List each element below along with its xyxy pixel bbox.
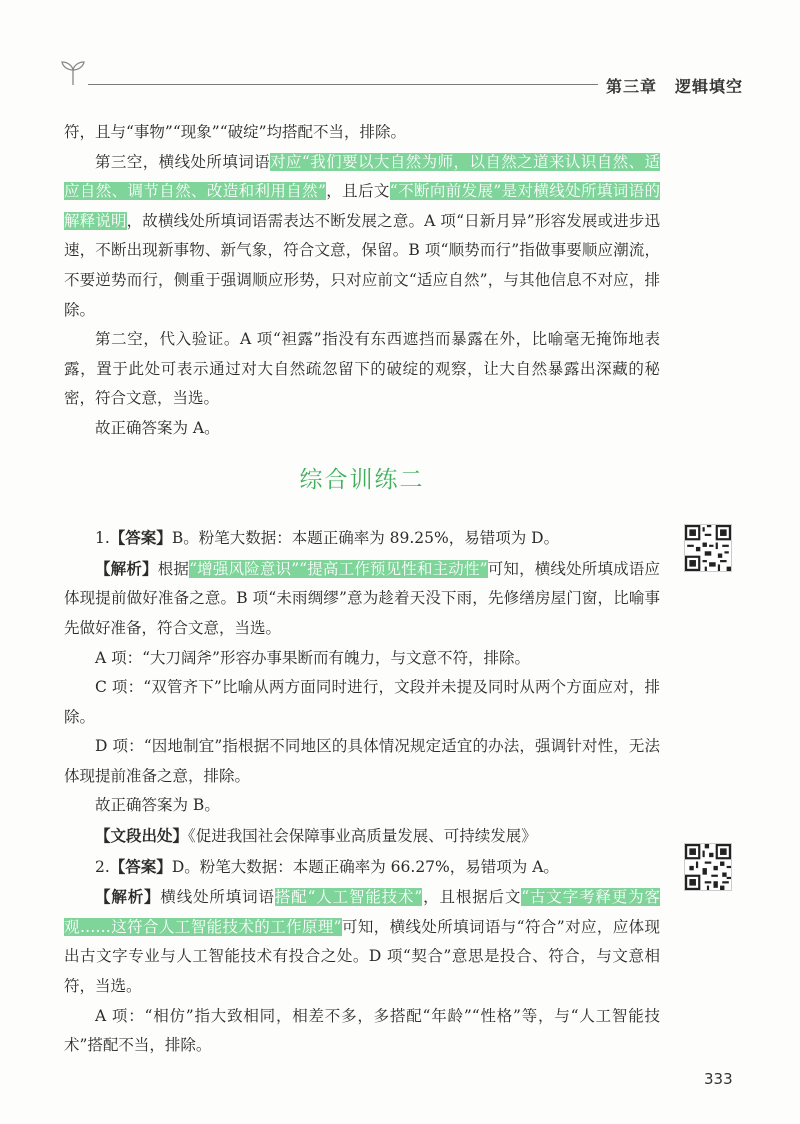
highlighted-text: “不断向前发展”是对横线处所填词语的解释说明 bbox=[64, 182, 660, 230]
paragraph-text: A 项：“相仿”指大致相同，相差不多，多搭配“年龄”“性格”等，与“人工智能技术”搭配不当，排除。 bbox=[64, 1006, 660, 1055]
option-analysis bbox=[64, 673, 660, 732]
paragraph-text: ，且根据后文 bbox=[422, 888, 522, 907]
paragraph-text: ，故横线处所填词语需表达不断发展之意。A 项“日新月异”形容发展或进步迅速，不断出现新事物、新气象，符合文意，保留。B 项“顺势而行”指做事要顺应潮流，不要逆势而行，侧重于强调顺应形势，只对应前文“适应自然”，与其他信息不对应，排除。 bbox=[64, 211, 660, 319]
page-content bbox=[64, 118, 660, 1061]
qr-code-icon[interactable] bbox=[684, 524, 732, 572]
highlighted-text: “古文字考释更为客观……这符合人工智能技术的工作原理” bbox=[64, 888, 660, 936]
page-number: 333 bbox=[704, 1070, 733, 1088]
paragraph-text: D 项：“因地制宜”指根据不同地区的具体情况规定适宜的办法，强调针对性，无法体现提前准备之意，排除。 bbox=[64, 737, 660, 785]
question-number: 2. bbox=[95, 857, 110, 876]
paragraph-text: C 项：“双管齐下”比喻从两方面同时进行，文段并未提及同时从两个方面应对，排除。 bbox=[64, 678, 660, 726]
answer-line bbox=[64, 523, 660, 554]
chapter-title bbox=[606, 74, 743, 97]
question-number: 1. bbox=[95, 529, 110, 548]
section-title: 综合训练二 bbox=[299, 466, 425, 493]
paragraph-text: 横线处所填词语 bbox=[160, 888, 275, 907]
option-analysis bbox=[64, 732, 660, 791]
analysis-paragraph bbox=[64, 554, 660, 644]
paragraph-text: A 项：“大刀阔斧”形容办事果断而有魄力，与文意不符，排除。 bbox=[95, 648, 530, 667]
answer-tag: 【答案】 bbox=[109, 856, 172, 876]
chapter-name: 逻辑填空 bbox=[675, 77, 744, 96]
source-tag: 【文段出处】 bbox=[95, 826, 189, 846]
paragraph-text: 可知，横线处所填成语应体现提前做好准备之意。B 项“未雨绸缪”意为趁着天没下雨，先修缮房屋门窗，比喻事先做好准备，符合文意，当选。 bbox=[64, 559, 660, 637]
paragraph-text: 符，且与“事物”“现象”“破绽”均搭配不当，排除。 bbox=[64, 123, 407, 141]
paragraph bbox=[64, 325, 660, 414]
page-header bbox=[0, 0, 800, 110]
paragraph-text: 根据 bbox=[157, 559, 190, 578]
source-text: 《促进我国社会保障事业高质量发展、可持续发展》 bbox=[188, 827, 537, 846]
paragraph bbox=[64, 148, 660, 326]
paragraph-text: 第二空，代入验证。A 项“袒露”指没有东西遮挡而暴露在外，比喻毫无掩饰地表露，置于此处可表示通过对大自然疏忽留下的破绽的观察，让大自然暴露出深藏的秘密，符合文意，当选。 bbox=[64, 330, 660, 408]
paragraph-text: 第三空，横线处所填词语 bbox=[95, 152, 271, 171]
paragraph bbox=[64, 118, 660, 148]
analysis-tag: 【解析】 bbox=[95, 887, 161, 907]
paragraph bbox=[64, 414, 660, 444]
highlighted-text: “增强风险意识”“提高工作预见性和主动性” bbox=[189, 559, 488, 578]
answer-text: B。粉笔大数据：本题正确率为 89.25%，易错项为 D。 bbox=[171, 529, 560, 548]
paragraph-text: 故正确答案为 B。 bbox=[95, 796, 220, 815]
answer-text: D。粉笔大数据：本题正确率为 66.27%，易错项为 A。 bbox=[171, 857, 559, 876]
option-analysis bbox=[64, 644, 660, 674]
paragraph-text: 可知，横线处所填词语与“符合”对应，应体现出古文字专业与人工智能技术有投合之处。D 项“契合”意思是投合、符合，与文意相符，当选。 bbox=[64, 917, 660, 996]
header-rule bbox=[88, 84, 598, 85]
source-line bbox=[64, 821, 660, 852]
analysis-tag: 【解析】 bbox=[95, 558, 158, 578]
option-analysis bbox=[64, 1002, 660, 1061]
chapter-number: 第三章 bbox=[606, 77, 658, 96]
conclusion bbox=[64, 791, 660, 821]
paragraph-text: 故正确答案为 A。 bbox=[95, 418, 220, 437]
qr-code-icon[interactable] bbox=[684, 843, 732, 891]
highlighted-text: 对应“我们要以大自然为师，以自然之道来认识自然、适应自然、调节自然、改造和利用自然” bbox=[64, 152, 660, 201]
sprout-icon bbox=[58, 57, 88, 87]
analysis-paragraph bbox=[64, 882, 660, 1001]
highlighted-text: 搭配“人工智能技术” bbox=[274, 888, 423, 907]
paragraph-text: ，且后文 bbox=[325, 182, 390, 201]
answer-tag: 【答案】 bbox=[109, 528, 172, 548]
answer-line bbox=[64, 852, 660, 883]
